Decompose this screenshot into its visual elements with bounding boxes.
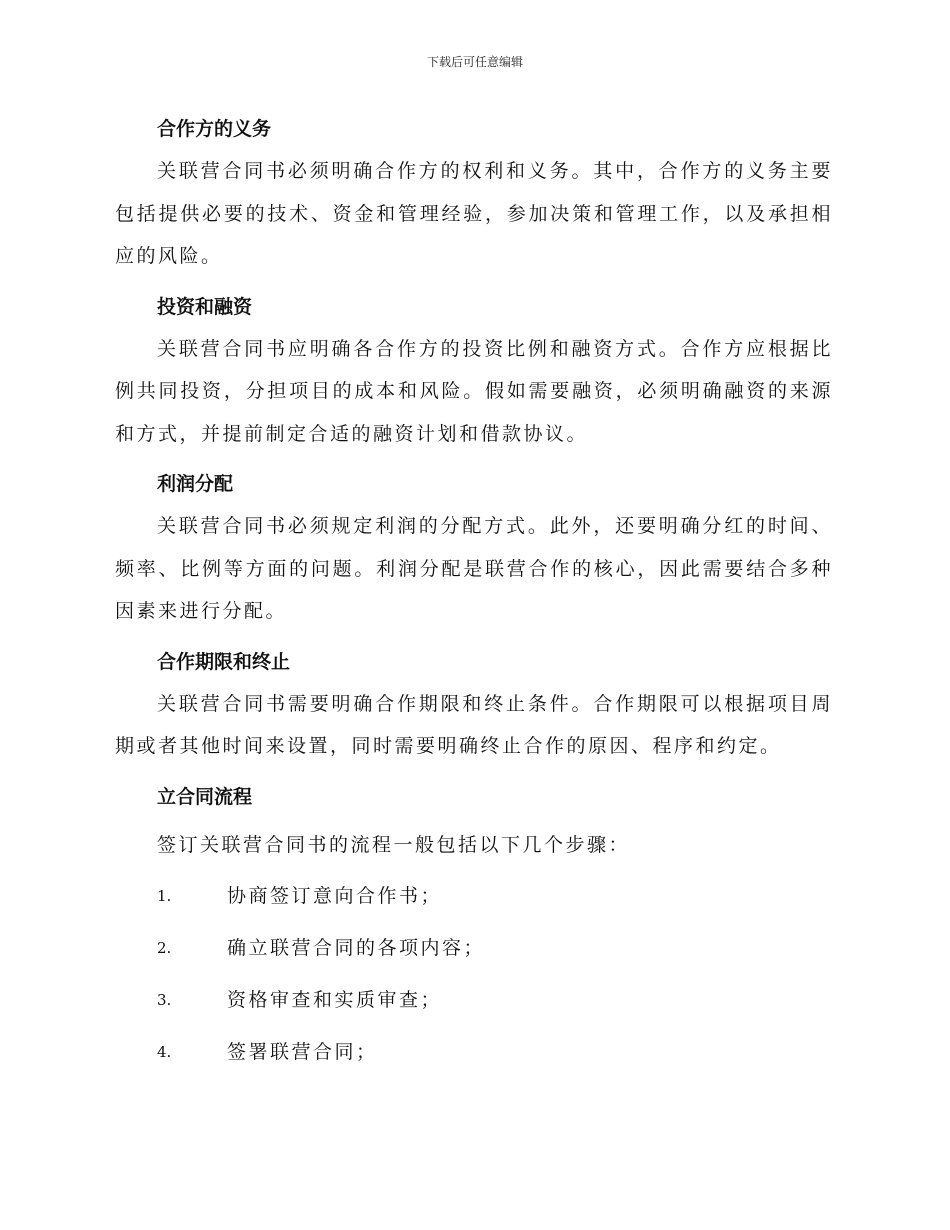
list-item-text: 确立联营合同的各项内容； — [227, 937, 486, 959]
list-item — [115, 922, 833, 974]
section-title-investment: 投资和融资 — [157, 295, 253, 318]
section-body-profit: 关联营合同书必须规定利润的分配方式。此外，还要明确分红的时间、频率、比例等方面的问题。利润分配是联营合作的核心，因此需要结合多种因素来进行分配。 — [115, 515, 833, 622]
section-title-term: 合作期限和终止 — [157, 650, 291, 673]
list-item-text: 签署联营合同； — [227, 1041, 378, 1063]
section-body-term: 关联营合同书需要明确合作期限和终止条件。合作期限可以根据项目周期或者其他时间来设置，同时需要明确终止合作的原因、程序和约定。 — [115, 692, 833, 757]
section-body-investment: 关联营合同书应明确各合作方的投资比例和融资方式。合作方应根据比例共同投资，分担项目的成本和风险。假如需要融资，必须明确融资的来源和方式，并提前制定合适的融资计划和借款协议。 — [115, 337, 833, 445]
list-item-number: 3. — [157, 991, 172, 1009]
section-title-profit: 利润分配 — [157, 473, 234, 495]
list-item — [115, 1026, 833, 1078]
spacer — [115, 633, 833, 641]
spacer — [115, 455, 833, 463]
section-body-obligations: 关联营合同书必须明确合作方的权利和义务。其中，合作方的义务主要包括提供必要的技术、资金和管理经验，参加决策和管理工作，以及承担相应的风险。 — [115, 160, 833, 267]
page-header-note: 下载后可任意编辑 — [426, 55, 523, 69]
document-body — [115, 108, 833, 1078]
spacer — [115, 278, 833, 286]
list-item-text: 资格审查和实质审查； — [227, 989, 443, 1011]
list-item-number: 4. — [157, 1043, 172, 1061]
section-title-process: 立合同流程 — [157, 785, 253, 808]
spacer — [115, 768, 833, 776]
section-body-process: 签订关联营合同书的流程一般包括以下几个步骤： — [157, 833, 631, 856]
list-item-number: 2. — [157, 939, 172, 957]
list-item-number: 1. — [157, 887, 172, 905]
list-item-text: 协商签订意向合作书； — [227, 885, 443, 907]
list-item — [115, 974, 833, 1026]
list-item — [115, 870, 833, 922]
section-title-obligations: 合作方的义务 — [157, 118, 272, 140]
